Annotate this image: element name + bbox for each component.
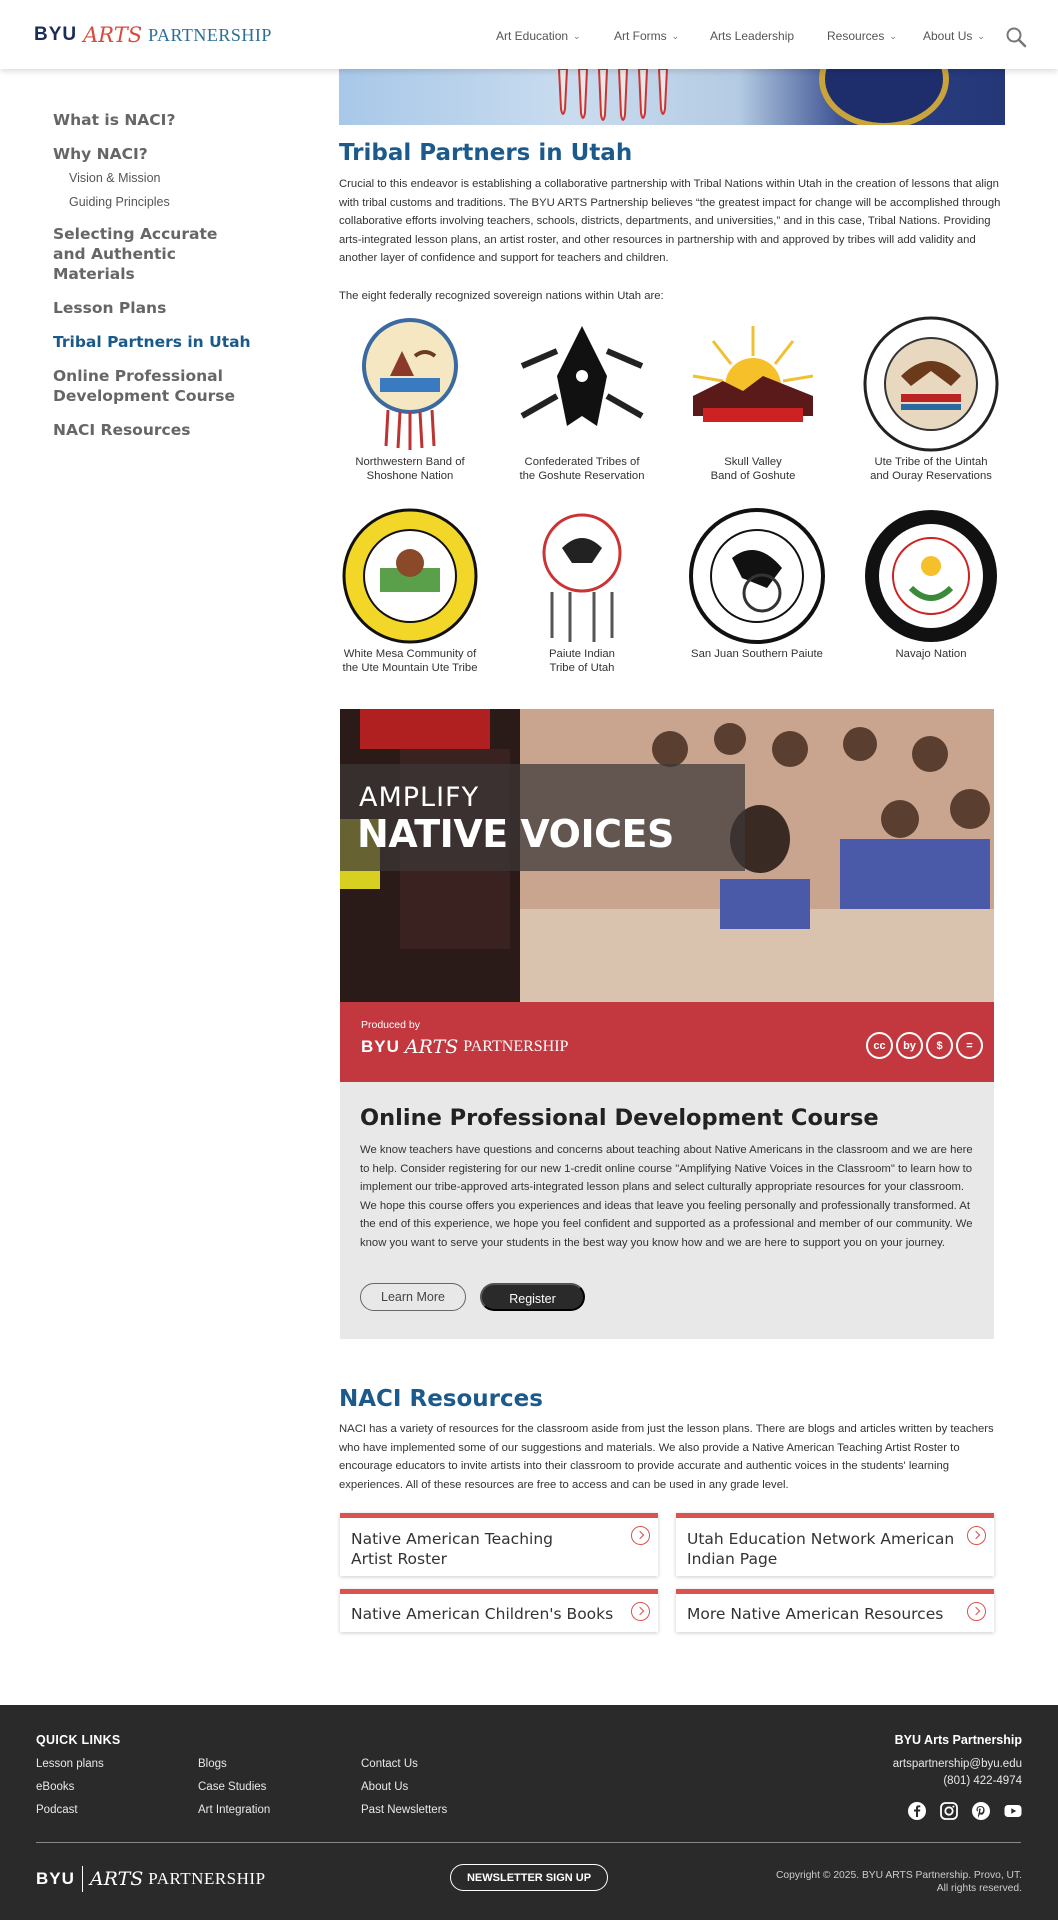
newsletter-signup-button[interactable]: NEWSLETTER SIGN UP xyxy=(450,1864,608,1891)
learn-more-button[interactable]: Learn More xyxy=(360,1283,466,1311)
chevron-down-icon: ⌄ xyxy=(889,30,897,41)
tribe-white-mesa xyxy=(330,508,490,675)
logo-byu-text: BYU xyxy=(34,24,78,45)
main-nav xyxy=(0,29,1058,45)
nav-label: Arts Leadership xyxy=(710,29,795,43)
sidebar-item-lesson-plans[interactable]: Lesson Plans xyxy=(53,299,167,317)
amplify-banner xyxy=(340,764,745,871)
intro-paragraph: Crucial to this endeavor is establishing a collaborative partnership with Tribal Nations within Utah in the creation of lessons that align with tribal customs and traditions. The BYU ARTS Partnership believes “the greatest impact for change will be accomplished through collaborative efforts involving teachers, schools, districts, departments, and universities,” and in this case, Tribal Nations. Providing arts-integrated lesson plans, an artist roster, and other resources in partnership with and approved by tribes will add validity and another layer of confidence and support for teachers and children. xyxy=(339,178,1001,264)
nav-label: Art Education xyxy=(496,29,569,43)
nav-arts-leadership[interactable] xyxy=(710,29,794,43)
sidebar-item-online-course[interactable]: Online Professional Development Course xyxy=(53,367,235,405)
logo-byu-text: BYU xyxy=(36,1869,75,1888)
idaho-seal-image xyxy=(819,69,949,125)
rights-line: All rights reserved. xyxy=(936,1883,1022,1894)
navajo-seal-icon xyxy=(861,508,1001,644)
nav-label: Resources xyxy=(827,29,885,43)
footer-link-blogs[interactable]: Blogs xyxy=(198,1758,227,1770)
sidebar-item-vision-mission[interactable]: Vision & Mission xyxy=(69,171,161,185)
tribe-navajo xyxy=(851,508,1011,662)
site-header xyxy=(0,0,1058,69)
nav-art-forms[interactable] xyxy=(614,29,679,43)
resource-card-more-resources[interactable] xyxy=(676,1589,994,1632)
sidebar-nav xyxy=(53,110,293,440)
tribe-name: Skull Valley Band of Goshute xyxy=(710,456,796,482)
footer-link-case-studies[interactable]: Case Studies xyxy=(198,1781,267,1793)
tribe-ute xyxy=(851,316,1011,483)
sidebar-item-why-naci[interactable]: Why NACI? xyxy=(53,145,148,163)
sidebar-item-naci-resources[interactable]: NACI Resources xyxy=(53,421,191,439)
logo-partnership-text: PARTNERSHIP xyxy=(148,24,272,45)
footer-link-art-integration[interactable]: Art Integration xyxy=(198,1804,271,1816)
sidebar-item-tribal-partners[interactable]: Tribal Partners in Utah xyxy=(53,333,251,351)
hero-image-strip xyxy=(339,69,1005,125)
course-card xyxy=(340,1082,994,1339)
sidebar-item-selecting-materials[interactable]: Selecting Accurate and Authentic Materials xyxy=(53,225,218,283)
page-title: Tribal Partners in Utah xyxy=(339,140,633,166)
footer-org-name: BYU Arts Partnership xyxy=(894,1733,1022,1747)
tribe-name: Navajo Nation xyxy=(895,648,967,660)
produced-by-bar xyxy=(340,1002,994,1082)
resource-card-label: More Native American Resources xyxy=(687,1605,944,1623)
cc-icon: cc xyxy=(866,1032,893,1059)
copyright-text xyxy=(762,1869,1022,1895)
noncommercial-icon: $ xyxy=(926,1032,953,1059)
footer-phone-link[interactable]: (801) 422-4974 xyxy=(943,1775,1022,1787)
resource-card-label: Utah Education Network American Indian Page xyxy=(687,1530,955,1568)
footer-link-contact-us[interactable]: Contact Us xyxy=(361,1758,418,1770)
resources-paragraph: NACI has a variety of resources for the classroom aside from just the lesson plans. There are blogs and articles written by teachers who have implemented some of our suggestions and materials. We also provide a Native American Teaching Artist Roster to encourage educators to invite artists into their classroom to provide accurate and authentic voices in the students' learning experiences. All of these resources are free to access and can be used in any grade level. xyxy=(339,1423,994,1491)
resource-card-label: Native American Teaching Artist Roster xyxy=(351,1530,553,1568)
register-button[interactable]: Register xyxy=(480,1283,585,1311)
shoshone-seal-icon xyxy=(360,316,460,452)
logo-arts-text: ARTS xyxy=(83,23,143,47)
chevron-down-icon: ⌄ xyxy=(977,30,985,41)
site-footer xyxy=(0,1705,1058,1920)
logo-partnership-text: PARTNERSHIP xyxy=(463,1038,569,1055)
footer-link-lesson-plans[interactable]: Lesson plans xyxy=(36,1758,104,1770)
resource-card-label: Native American Children's Books xyxy=(351,1605,614,1623)
resource-card-childrens-books[interactable] xyxy=(340,1589,658,1632)
logo-arts-text: ARTS xyxy=(404,1036,459,1058)
course-description: We know teachers have questions and concerns about teaching about Native Americans in the classroom and we are here to help. Consider registering for our new 1-credit online course "Amplifying Native Voices in the Classroom" to learn how to implement our tribe-approved arts-integrated lesson plans and select culturally appropriate resources for your classroom. We hope this course offers you experiences and ideas that leave you feeling personally and professionally transformed. At the end of this experience, we hope you feel confident and supported as a professional and member of our community. We know you want to serve your students in the best way you know how and we are here to support you on your journey. xyxy=(360,1144,973,1249)
tribe-paiute xyxy=(502,508,662,675)
footer-divider xyxy=(36,1842,1021,1843)
logo-arts-text: ARTS xyxy=(89,1868,144,1890)
course-banner-image xyxy=(340,709,994,1082)
attribution-icon: by xyxy=(896,1032,923,1059)
footer-email-link[interactable]: artspartnership@byu.edu xyxy=(892,1758,1022,1770)
resource-card-artist-roster[interactable] xyxy=(340,1513,658,1576)
nav-label: Art Forms xyxy=(614,29,667,43)
logo-byu-text: BYU xyxy=(361,1037,400,1056)
paiute-dreamcatcher-icon xyxy=(512,508,652,644)
chevron-right-circle-icon xyxy=(967,1602,986,1621)
amplify-title: AMPLIFY xyxy=(359,782,480,813)
feathers-image xyxy=(539,69,689,125)
tribe-name: White Mesa Community of the Ute Mountain Ute Tribe xyxy=(342,648,478,674)
tribe-san-juan xyxy=(677,508,837,662)
tribe-goshute xyxy=(502,316,662,483)
youtube-icon[interactable] xyxy=(1004,1802,1022,1820)
footer-logo[interactable] xyxy=(36,1866,266,1892)
ute-tribe-seal-icon xyxy=(861,316,1001,452)
footer-link-past-newsletters[interactable]: Past Newsletters xyxy=(361,1804,448,1816)
resource-card-uen-page[interactable] xyxy=(676,1513,994,1576)
copyright-line: Copyright © 2025. BYU ARTS Partnership. Provo, UT. xyxy=(775,1870,1022,1881)
tribe-shoshone xyxy=(330,316,490,483)
tribe-name: Paiute Indian Tribe of Utah xyxy=(549,648,615,674)
footer-link-podcast[interactable]: Podcast xyxy=(36,1804,78,1816)
produced-by-label: Produced by xyxy=(361,1019,420,1031)
resources-title: NACI Resources xyxy=(339,1386,543,1412)
ute-mountain-seal-icon xyxy=(340,508,480,644)
san-juan-paiute-seal-icon xyxy=(687,508,827,644)
chevron-down-icon: ⌄ xyxy=(671,30,680,41)
noderivatives-icon: = xyxy=(956,1032,983,1059)
course-title: Online Professional Development Course xyxy=(360,1105,879,1131)
nav-art-education[interactable] xyxy=(496,29,581,43)
chevron-right-circle-icon xyxy=(631,1526,650,1545)
logo-partnership-text: PARTNERSHIP xyxy=(148,1869,266,1888)
nav-label: About Us xyxy=(923,29,973,43)
chevron-right-circle-icon xyxy=(967,1526,986,1545)
instagram-icon[interactable] xyxy=(940,1802,958,1820)
pinterest-icon[interactable] xyxy=(972,1802,990,1820)
creative-commons-icons xyxy=(866,1032,983,1059)
tribe-name: Northwestern Band of Shoshone Nation xyxy=(355,456,465,482)
skull-valley-sun-icon xyxy=(683,316,823,452)
native-voices-title: NATIVE VOICES xyxy=(357,812,674,856)
goshute-arrowhead-icon xyxy=(512,316,652,452)
produced-logo xyxy=(361,1036,568,1058)
facebook-icon[interactable] xyxy=(908,1802,926,1820)
nav-about-us[interactable] xyxy=(923,29,985,43)
tribe-name: San Juan Southern Paiute xyxy=(691,648,823,660)
sidebar-item-guiding-principles[interactable]: Guiding Principles xyxy=(69,195,170,209)
nations-intro: The eight federally recognized sovereign nations within Utah are: xyxy=(339,290,664,302)
nav-resources[interactable] xyxy=(827,29,897,43)
logo-separator xyxy=(82,1866,83,1892)
quick-links-title: QUICK LINKS xyxy=(36,1733,121,1747)
sidebar-item-what-is-naci[interactable]: What is NACI? xyxy=(53,111,176,129)
tribe-name: Ute Tribe of the Uintah and Ouray Reservations xyxy=(870,456,992,482)
tribe-name: Confederated Tribes of the Goshute Reservation xyxy=(519,456,645,482)
chevron-down-icon: ⌄ xyxy=(573,30,581,41)
search-icon[interactable] xyxy=(1005,26,1027,48)
chevron-right-circle-icon xyxy=(631,1602,650,1621)
footer-link-ebooks[interactable]: eBooks xyxy=(36,1781,75,1793)
tribe-skull-valley xyxy=(673,316,833,483)
footer-link-about-us[interactable]: About Us xyxy=(361,1781,409,1793)
